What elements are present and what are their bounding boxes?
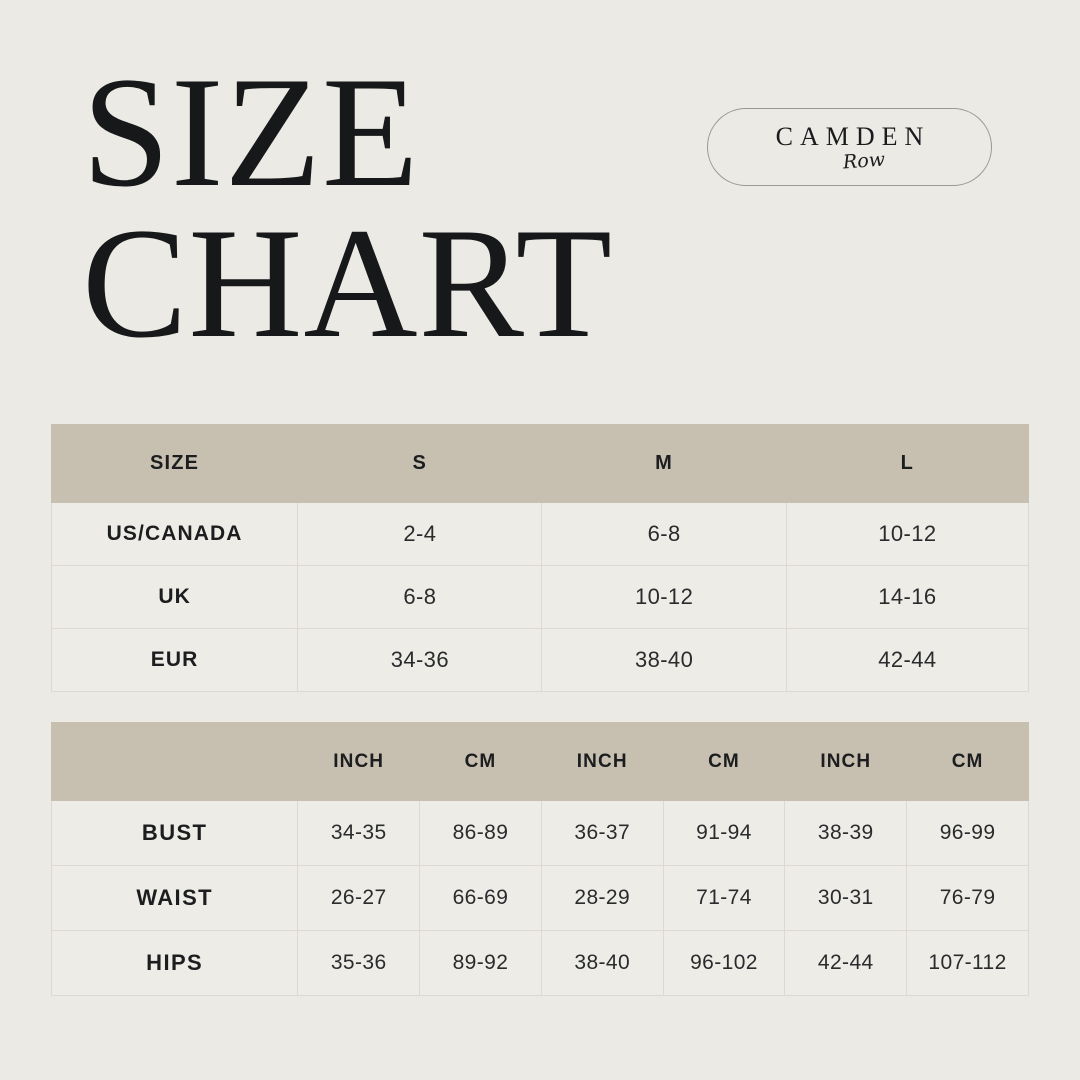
- measurement-cell-hips-inch-m: 38-40: [541, 931, 663, 996]
- table-row: [52, 931, 1029, 996]
- measurement-cell-waist-inch-s: 26-27: [298, 866, 420, 931]
- measurement-header-inch-s: INCH: [298, 723, 420, 801]
- sizing-row-label-eur: EUR: [52, 629, 298, 692]
- sizing-table-head: [52, 425, 1029, 503]
- measurement-cell-waist-cm-m: 71-74: [663, 866, 785, 931]
- measurement-row-label-bust: BUST: [52, 801, 298, 866]
- sizing-table: [51, 424, 1029, 692]
- sizing-cell-uk-m: 10-12: [542, 566, 786, 629]
- sizing-cell-uk-s: 6-8: [298, 566, 542, 629]
- sizing-header-size: SIZE: [52, 425, 298, 503]
- table-row: [52, 566, 1029, 629]
- measurement-table-head: [52, 723, 1029, 801]
- measurement-cell-waist-inch-l: 30-31: [785, 866, 907, 931]
- measurement-cell-hips-cm-l: 107-112: [907, 931, 1029, 996]
- sizing-cell-eur-s: 34-36: [298, 629, 542, 692]
- sizing-cell-uk-l: 14-16: [786, 566, 1028, 629]
- measurement-table: [51, 722, 1029, 996]
- measurement-cell-bust-inch-m: 36-37: [541, 801, 663, 866]
- measurement-table-body: [52, 801, 1029, 996]
- brand-logo: [707, 108, 992, 186]
- sizing-table-body: [52, 503, 1029, 692]
- table-header-row: [52, 425, 1029, 503]
- page-header: [0, 0, 1080, 415]
- measurement-cell-waist-inch-m: 28-29: [541, 866, 663, 931]
- sizing-cell-eur-m: 38-40: [542, 629, 786, 692]
- measurement-cell-waist-cm-s: 66-69: [420, 866, 542, 931]
- measurement-header-cm-l: CM: [907, 723, 1029, 801]
- table-row: [52, 866, 1029, 931]
- measurement-row-label-waist: WAIST: [52, 866, 298, 931]
- measurement-cell-bust-cm-m: 91-94: [663, 801, 785, 866]
- page-title: [82, 45, 702, 372]
- page-title-line-2: CHART: [82, 196, 613, 372]
- measurement-row-label-hips: HIPS: [52, 931, 298, 996]
- measurement-cell-hips-inch-l: 42-44: [785, 931, 907, 996]
- sizing-table-container: [51, 424, 1029, 692]
- measurement-header-cm-m: CM: [663, 723, 785, 801]
- table-row: [52, 801, 1029, 866]
- sizing-cell-us-m: 6-8: [542, 503, 786, 566]
- table-header-row: [52, 723, 1029, 801]
- sizing-row-label-us: US/CANADA: [52, 503, 298, 566]
- measurement-header-inch-l: INCH: [785, 723, 907, 801]
- sizing-row-label-uk: UK: [52, 566, 298, 629]
- measurement-cell-hips-cm-s: 89-92: [420, 931, 542, 996]
- brand-logo-name: CAMDEN: [775, 121, 931, 151]
- sizing-cell-eur-l: 42-44: [786, 629, 1028, 692]
- sizing-header-s: S: [298, 425, 542, 503]
- table-row: [52, 629, 1029, 692]
- measurement-cell-waist-cm-l: 76-79: [907, 866, 1029, 931]
- measurement-header-inch-m: INCH: [541, 723, 663, 801]
- sizing-cell-us-l: 10-12: [786, 503, 1028, 566]
- page-title-line-1: SIZE: [82, 45, 420, 220]
- measurement-cell-hips-inch-s: 35-36: [298, 931, 420, 996]
- measurement-cell-bust-inch-s: 34-35: [298, 801, 420, 866]
- measurement-cell-bust-cm-s: 86-89: [420, 801, 542, 866]
- brand-logo-script: Row: [842, 148, 887, 173]
- sizing-header-m: M: [542, 425, 786, 503]
- table-row: [52, 503, 1029, 566]
- sizing-cell-us-s: 2-4: [298, 503, 542, 566]
- measurement-cell-hips-cm-m: 96-102: [663, 931, 785, 996]
- measurement-cell-bust-cm-l: 96-99: [907, 801, 1029, 866]
- measurement-table-container: [51, 722, 1029, 996]
- sizing-header-l: L: [786, 425, 1028, 503]
- measurement-cell-bust-inch-l: 38-39: [785, 801, 907, 866]
- measurement-header-cm-s: CM: [420, 723, 542, 801]
- measurement-header-blank: [52, 723, 298, 801]
